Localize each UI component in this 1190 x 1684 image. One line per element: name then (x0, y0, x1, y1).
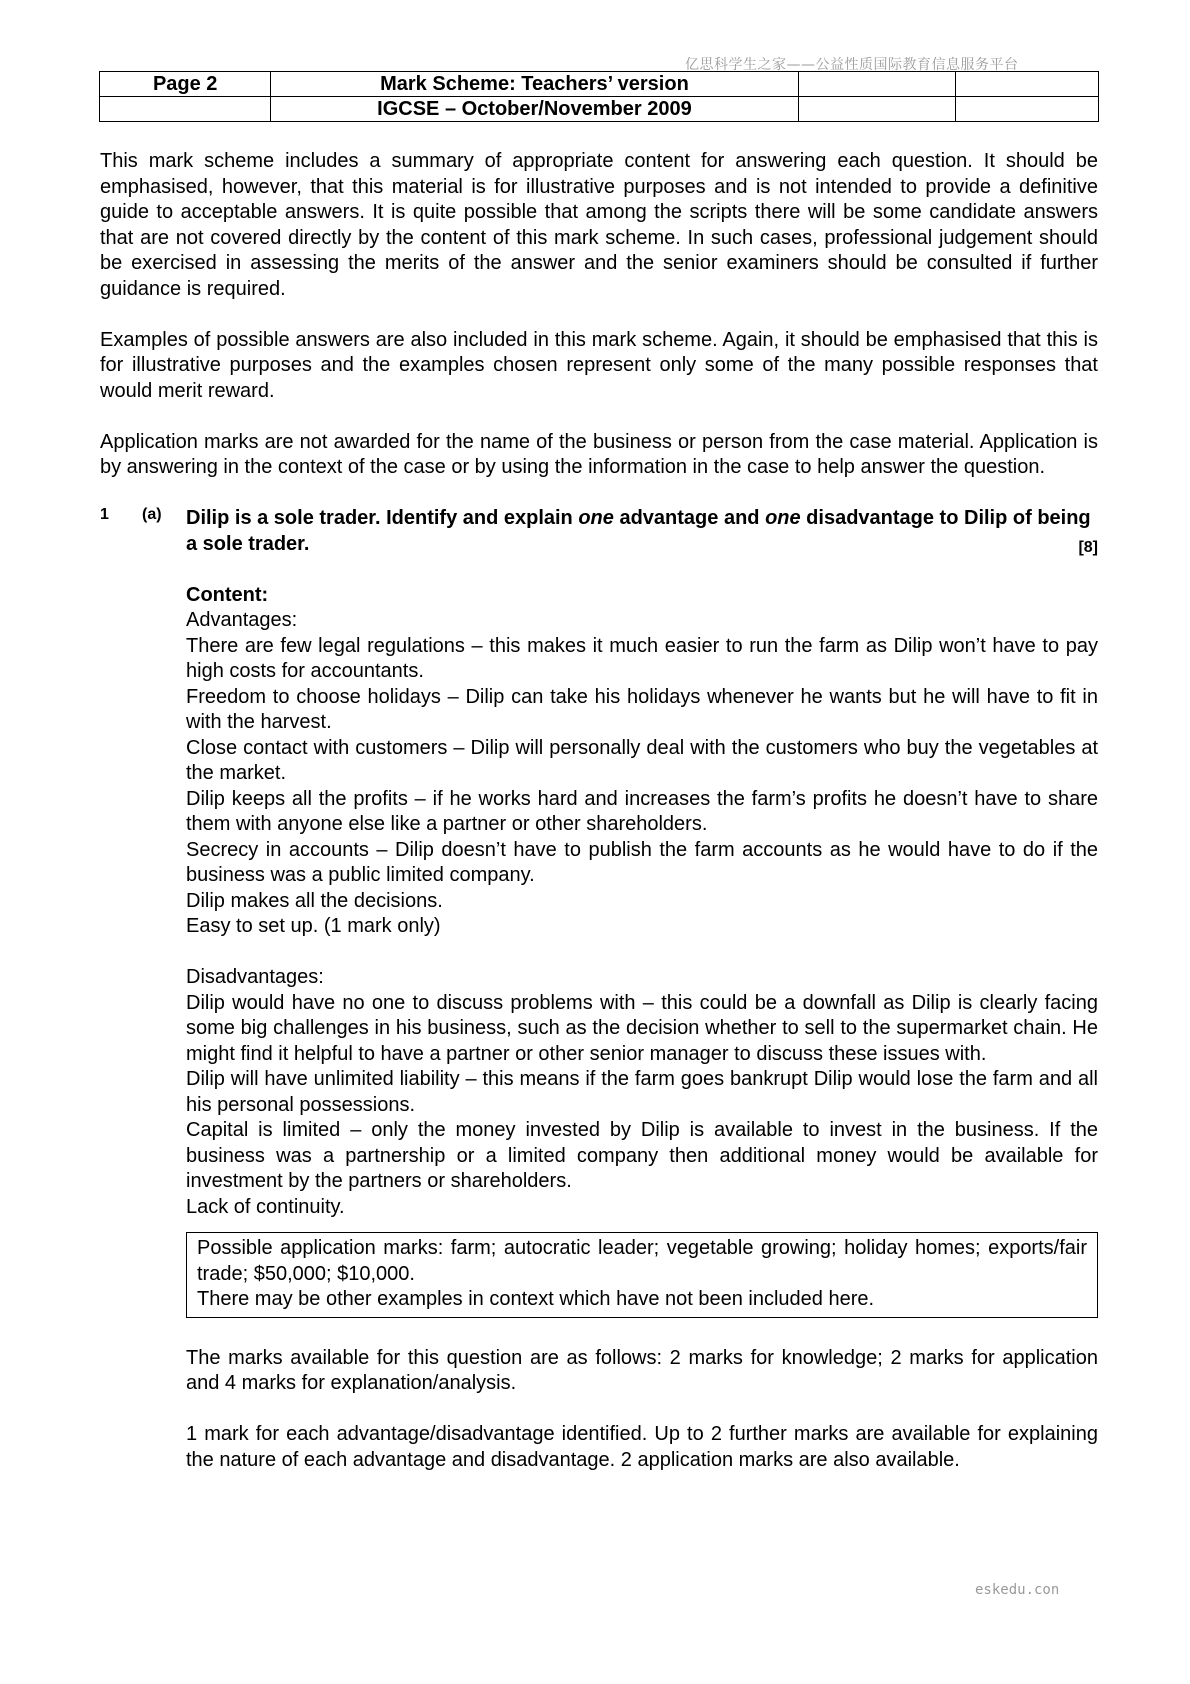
page-content (100, 149, 1098, 1473)
header-empty-cell (955, 97, 1098, 122)
exam-label: IGCSE – October/November 2009 (271, 97, 798, 122)
header-table (99, 71, 1099, 122)
question-marks: [8] (1078, 539, 1098, 556)
watermark-top: 亿思科学生之家——公益性质国际教育信息服务平台 (685, 57, 1019, 73)
question-part: (a) (142, 506, 162, 523)
header-empty-cell (100, 97, 271, 122)
disadvantage-item: Dilip would have no one to discuss problems with – this could be a downfall as Dilip is clearly facing some big challenges in his business, such as the decision whether to sell to the supermarket chain. He might find it helpful to have a partner or other senior manager to discuss these issues with. (186, 991, 1098, 1065)
application-note: There may be other examples in context which have not been included here. (197, 1288, 875, 1310)
advantage-item: Close contact with customers – Dilip will personally deal with the customers who buy the vegetables at the market. (186, 736, 1098, 784)
question-heading (100, 506, 1098, 557)
header-empty-cell (955, 72, 1098, 97)
advantage-item: Freedom to choose holidays – Dilip can take his holidays whenever he wants but he will have to fit in with the harvest. (186, 685, 1098, 733)
advantage-item: Dilip keeps all the profits – if he works hard and increases the farm’s profits he doesn’t have to share them with anyone else like a partner or other shareholders. (186, 787, 1098, 835)
disadvantage-item: Lack of continuity. (186, 1195, 345, 1218)
header-empty-cell (798, 72, 955, 97)
advantage-item: Secrecy in accounts – Dilip doesn’t have to publish the farm accounts as he would have to do if the business was a public limited company. (186, 838, 1098, 886)
advantage-item: Dilip makes all the decisions. (186, 889, 443, 912)
document-title: Mark Scheme: Teachers’ version (271, 72, 798, 97)
watermark-bottom: eskedu.con (975, 1582, 1060, 1598)
header-empty-cell (798, 97, 955, 122)
intro-paragraph: This mark scheme includes a summary of appropriate content for answering each question. It should be emphasised, however, that this material is for illustrative purposes and is not intended to provide a definitive guide to acceptable answers. It is quite possible that among the scripts there will be some candidate answers that are not covered directly by the content of this mark scheme. In such cases, professional judgement should be exercised in assessing the merits of the answer and the senior examiners should be consulted if further guidance is required. (100, 150, 1098, 300)
advantage-item: There are few legal regulations – this makes it much easier to run the farm as Dilip won’t have to pay high costs for accountants. (186, 634, 1098, 682)
content-label: Content: (186, 583, 269, 606)
disadvantage-item: Capital is limited – only the money invested by Dilip is available to invest in the business. If the business was a partnership or a limited company then additional money would be available for investment by the partners or shareholders. (186, 1119, 1098, 1192)
intro-paragraph: Examples of possible answers are also included in this mark scheme. Again, it should be emphasised that this is for illustrative purposes and the examples chosen represent only some of the many possible responses that would merit reward. (100, 328, 1098, 402)
marks-info-paragraph: 1 mark for each advantage/disadvantage identified. Up to 2 further marks are available for explaining the nature of each advantage and disadvantage. 2 application marks are also available. (186, 1423, 1098, 1471)
advantage-item: Easy to set up. (1 mark only) (186, 915, 441, 937)
intro-paragraph: Application marks are not awarded for the name of the business or person from the case material. Application is by answering in the context of the case or by using the information in the case to help answer the question. (100, 430, 1098, 478)
marks-info-paragraph: The marks available for this question are as follows: 2 marks for knowledge; 2 marks for application and 4 marks for explanation/analysis. (186, 1346, 1098, 1394)
disadvantage-item: Dilip will have unlimited liability – this means if the farm goes bankrupt Dilip would lose the farm and all his personal possessions. (186, 1068, 1098, 1116)
question-number: 1 (100, 506, 109, 523)
advantages-label: Advantages: (186, 609, 298, 631)
answer-content (100, 583, 1098, 1474)
application-marks-text: Possible application marks: farm; autocratic leader; vegetable growing; holiday homes; exports/fair trade; $50,000; $10,000. (197, 1237, 1087, 1285)
disadvantages-label: Disadvantages: (186, 966, 324, 988)
question-text: Dilip is a sole trader. Identify and explain one advantage and one disadvantage to Dilip of being a sole trader. (186, 507, 1091, 555)
application-marks-box (186, 1232, 1098, 1318)
page-label: Page 2 (100, 72, 271, 97)
